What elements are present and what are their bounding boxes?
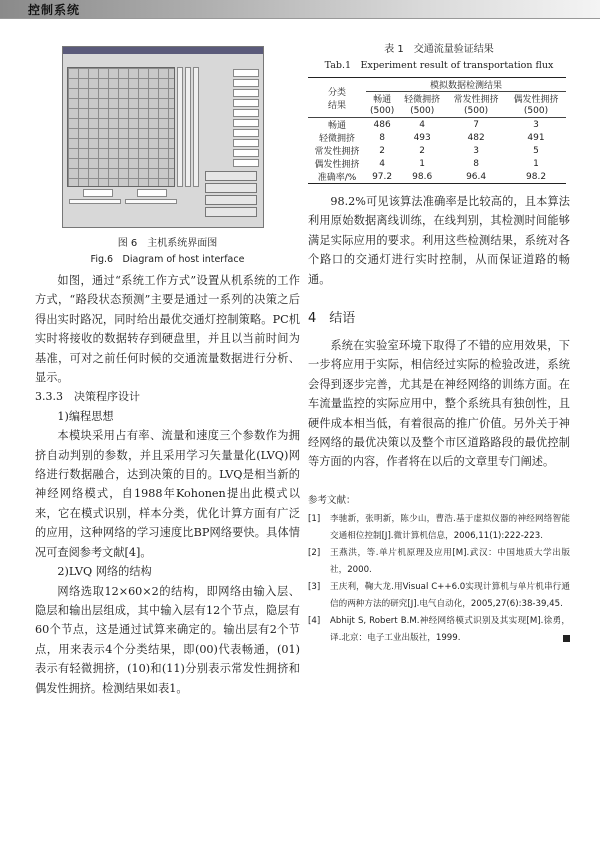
column-header: 畅通 xyxy=(373,95,392,105)
table-cell: 1 xyxy=(533,158,539,169)
table-cell: 8 xyxy=(473,158,479,169)
right-column xyxy=(308,40,570,647)
column-header: 偶发性拥挤 xyxy=(513,95,559,105)
table-cell: 4 xyxy=(419,119,426,130)
setting-field-5 xyxy=(233,109,259,117)
paragraph-programming-idea: 本模块采用占有率、流量和速度三个参数作为拥挤自动判别的参数，并且采用学习矢量量化(LVQ)网络进行数据融合，达到决策的目的。LVQ是相当新的神经网络模式，自1988年Kohonen提出此模式以来，它在模式识别，样本分类，优化计算方面有广泛的应用，这种网络的学习速度比BP网络要快。具体情况可查阅参考文献[4]。 xyxy=(35,429,300,559)
reference-number: [3] xyxy=(308,581,321,592)
table-row xyxy=(308,170,566,184)
reference-item xyxy=(308,613,570,647)
table-corner-cell xyxy=(308,78,366,118)
table-cell: 493 xyxy=(413,132,431,143)
setting-field-1 xyxy=(233,69,259,77)
table-cell: 482 xyxy=(467,132,485,143)
table-row xyxy=(308,118,566,132)
header-gradient-band xyxy=(0,0,600,18)
level-bar-2 xyxy=(185,67,191,187)
reference-number: [2] xyxy=(308,547,321,558)
figure6-caption-en: Fig.6 Diagram of host interface xyxy=(90,254,245,265)
reference-item xyxy=(308,545,570,579)
references-title: 参考文献： xyxy=(308,494,356,506)
table-row xyxy=(308,144,566,157)
corner-line-1: 分类 xyxy=(327,87,346,98)
reference-item xyxy=(308,579,570,613)
host-interface-screenshot xyxy=(62,46,264,228)
column-header: 常发性拥挤 xyxy=(453,95,499,105)
setting-field-3 xyxy=(233,89,259,97)
table1-caption-cn: 表 1 交通流量验证结果 xyxy=(384,44,494,55)
reference-number: [4] xyxy=(308,615,321,626)
interface-button-3 xyxy=(205,195,257,205)
table1-caption-en: Tab.1 Experiment result of transportation flux xyxy=(324,60,554,71)
subsection-1-heading: 1)编程思想 xyxy=(57,409,114,423)
setting-field-4 xyxy=(233,99,259,107)
table-cell: 5 xyxy=(533,145,539,156)
row-label: 偶发性拥挤 xyxy=(314,160,360,170)
figure6-caption-cn: 图 6 主机系统界面图 xyxy=(117,238,218,249)
table-cell: 4 xyxy=(379,158,385,169)
table-cell: 7 xyxy=(473,119,479,130)
table-row xyxy=(308,157,566,170)
table-cell: 3 xyxy=(533,119,539,130)
table-cell: 486 xyxy=(373,119,391,130)
interface-button-2 xyxy=(205,183,257,193)
reference-text: Abhijt S, Robert B.M.神经网络模式识别及其实现[M].徐勇，译.北京：电子工业出版社，1999. xyxy=(330,615,570,643)
row-label: 畅通 xyxy=(327,121,346,131)
reference-text: 王庆利，鞠大龙.用Visual C++6.0实现计算机与单片机串行通信的两种方法的研究[J].电气自动化，2005,27(6):38-39,45. xyxy=(330,581,570,609)
table-cell: 98.6 xyxy=(398,170,446,184)
interface-button-1 xyxy=(205,171,257,181)
table-cell: 2 xyxy=(419,145,426,156)
input-field-1 xyxy=(83,189,113,197)
reference-number: [1] xyxy=(308,513,321,524)
paragraph-accuracy: 98.2%可见该算法准确率是比较高的，且本算法利用原始数据离线训练，在线判别，其检测时间能够满足实际应用的要求。利用这些检测结果，系统对各个路口的交通灯进行实时控制，从而保证道路的畅通。 xyxy=(308,195,570,286)
interface-slider-2 xyxy=(125,199,177,204)
row-label: 常发性拥挤 xyxy=(314,147,360,157)
setting-field-6 xyxy=(233,119,259,127)
row-label: 轻微拥挤 xyxy=(318,134,355,144)
paragraph-interface-description: 如图，通过“系统工作方式”设置从机系统的工作方式，“路段状态预测”主要是通过一系列的决策之后得出实时路况，同时给出最优交通灯控制策略。PC机实时将接收的数据转存到硬盘里，并且以当前时间为基准，可对之前任何时候的交通流量数据进行分析、显示。 xyxy=(35,274,300,385)
table-cell: 98.2 xyxy=(506,170,566,184)
table-cell: 2 xyxy=(379,145,385,156)
table-cell: 1 xyxy=(419,158,426,169)
column-header: 轻微拥挤 xyxy=(404,95,441,105)
level-bar-3 xyxy=(193,67,199,187)
table-cell: 3 xyxy=(473,145,479,156)
table-cell: 96.4 xyxy=(446,170,506,184)
interface-button-4 xyxy=(205,207,257,217)
reference-text: 王燕洪，等.单片机原理及应用[M].武汉：中国地质大学出版社，2000. xyxy=(330,547,570,575)
section-4-heading: 4 结语 xyxy=(308,311,356,327)
table-cell: 8 xyxy=(379,132,385,143)
traffic-grid-display xyxy=(67,67,175,187)
end-of-article-mark xyxy=(563,635,570,642)
setting-field-9 xyxy=(233,149,259,157)
setting-field-7 xyxy=(233,129,259,137)
setting-field-2 xyxy=(233,79,259,87)
table-cell: 97.2 xyxy=(366,170,398,184)
column-count: (500) xyxy=(446,105,506,118)
reference-text: 李驰新，张明新，陈少山，曹浩.基于虚拟仪器的神经网络智能交通相位控制[J].微计算机信息，2006,11(1):222-223. xyxy=(330,513,570,541)
reference-item xyxy=(308,511,570,545)
running-header xyxy=(0,0,600,26)
setting-field-10 xyxy=(233,159,259,167)
table-cell: 491 xyxy=(527,132,545,143)
level-bar-1 xyxy=(177,67,183,187)
interface-slider-1 xyxy=(69,199,121,204)
table1 xyxy=(308,77,566,184)
input-field-2 xyxy=(137,189,167,197)
running-title: 控制系统 xyxy=(28,3,81,17)
column-count: (500) xyxy=(506,105,566,118)
paragraph-conclusion: 系统在实验室环境下取得了不错的应用效果，下一步将应用于实际，相信经过实际的检验改进，系统会得到逐步完善，尤其是在神经网络的训练方面。在车流量监控的实际应用中，整个系统具有独创性，且硬件成本相当低，有着很高的推广价值。另外关于神经网络的最优决策以及整个市区道路路段的最优控制等方面的内容，作者将在以后的文章里专门阐述。 xyxy=(308,339,570,469)
column-count: (500) xyxy=(366,105,398,118)
window-titlebar xyxy=(63,47,263,54)
row-label: 准确率/% xyxy=(308,170,366,184)
header-rule xyxy=(0,18,600,19)
column-count: (500) xyxy=(398,105,446,118)
subsection-2-heading: 2)LVQ 网络的结构 xyxy=(57,565,152,579)
group-header: 模拟数据检测结果 xyxy=(366,78,566,92)
setting-field-8 xyxy=(233,139,259,147)
table-row xyxy=(308,131,566,144)
corner-line-2: 结果 xyxy=(327,100,346,111)
left-column xyxy=(35,40,300,698)
paragraph-lvq-structure: 网络选取12×60×2的结构，即网络由输入层、隐层和输出层组成，其中输入层有12个节点，隐层有60个节点，这是通过试算来确定的。输出层有2个节点，用来表示4个分类结果，即(00)代表畅通，(01)表示有轻微拥挤，(10)和(11)分别表示常发性拥挤和偶发性拥挤。检测结果如表1。 xyxy=(35,584,300,695)
section-3-3-3-heading: 3.3.3 决策程序设计 xyxy=(35,390,140,404)
